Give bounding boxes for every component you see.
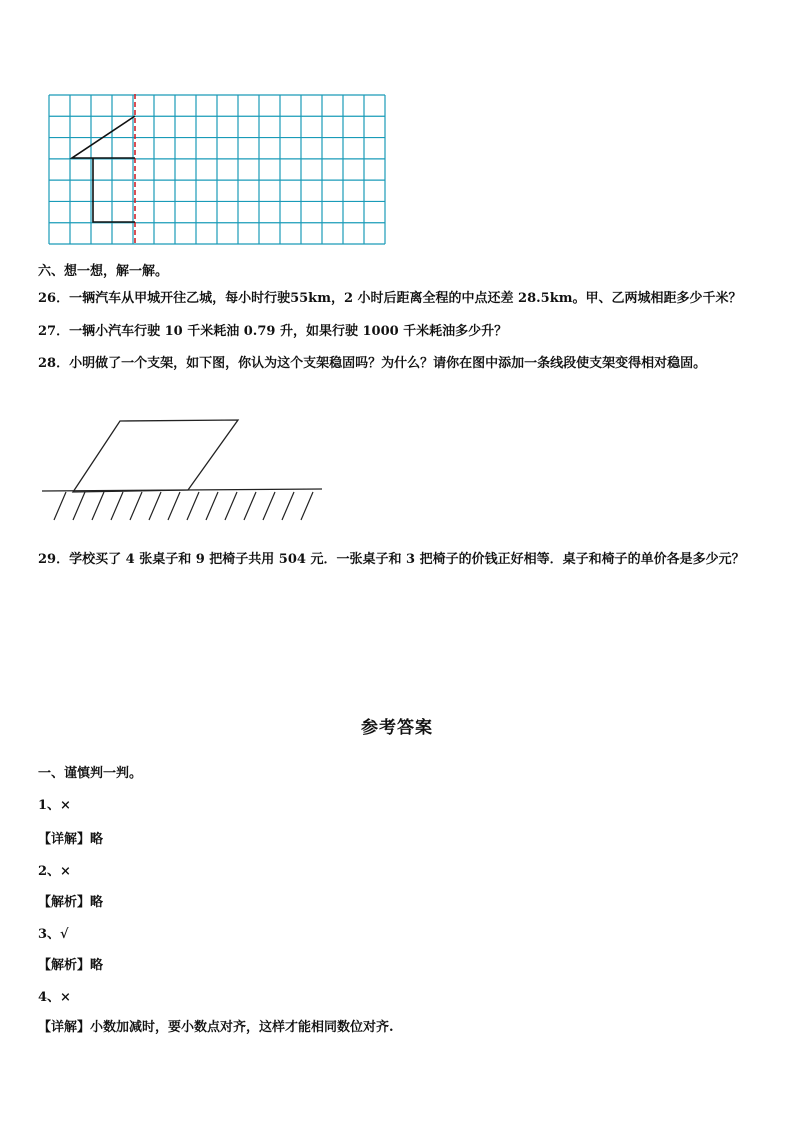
parallelogram-frame: [73, 420, 238, 492]
hatch-stroke: [54, 492, 66, 520]
hatch-stroke: [111, 492, 123, 520]
grid-figure: [48, 94, 388, 246]
answer-4: 4、×: [38, 990, 71, 1005]
answers-section1: 一、谨慎判一判。: [38, 766, 143, 781]
question-29: 29．学校买了 4 张桌子和 9 把椅子共用 504 元．一张桌子和 3 把椅子的价钱正好相等．桌子和椅子的单价各是多少元？: [38, 552, 745, 567]
support-frame-figure: [40, 412, 330, 524]
answer-3: 3、√: [38, 927, 69, 942]
hatch-stroke: [263, 492, 275, 520]
hatch-stroke: [301, 492, 313, 520]
answer-3-note: 【解析】略: [38, 958, 104, 973]
ground-hatching: [54, 492, 313, 520]
hatch-stroke: [187, 492, 199, 520]
answer-1: 1、×: [38, 798, 71, 813]
hatch-stroke: [225, 492, 237, 520]
answers-title: 参考答案: [361, 718, 433, 738]
hatch-stroke: [244, 492, 256, 520]
hatch-stroke: [130, 492, 142, 520]
half-shape-stem: [93, 158, 135, 222]
answer-1-note: 【详解】略: [38, 832, 104, 847]
answer-4-note: 【详解】小数加减时，要小数点对齐，这样才能相同数位对齐.: [38, 1020, 394, 1035]
section6-heading: 六、想一想，解一解。: [38, 264, 169, 279]
hatch-stroke: [92, 492, 104, 520]
question-26: 26．一辆汽车从甲城开往乙城，每小时行驶55km，2 小时后距离全程的中点还差 28.5km。甲、乙两城相距多少千米？: [38, 291, 742, 306]
hatch-stroke: [168, 492, 180, 520]
question-27: 27．一辆小汽车行驶 10 千米耗油 0.79 升，如果行驶 1000 千米耗油多少升？: [38, 324, 508, 339]
answer-2: 2、×: [38, 864, 71, 879]
hatch-stroke: [73, 492, 85, 520]
hatch-stroke: [282, 492, 294, 520]
hatch-stroke: [149, 492, 161, 520]
question-28: 28．小明做了一个支架，如下图，你认为这个支架稳固吗？为什么？请你在图中添加一条线段使支架变得相对稳固。: [38, 356, 707, 371]
hatch-stroke: [206, 492, 218, 520]
answer-2-note: 【解析】略: [38, 895, 104, 910]
